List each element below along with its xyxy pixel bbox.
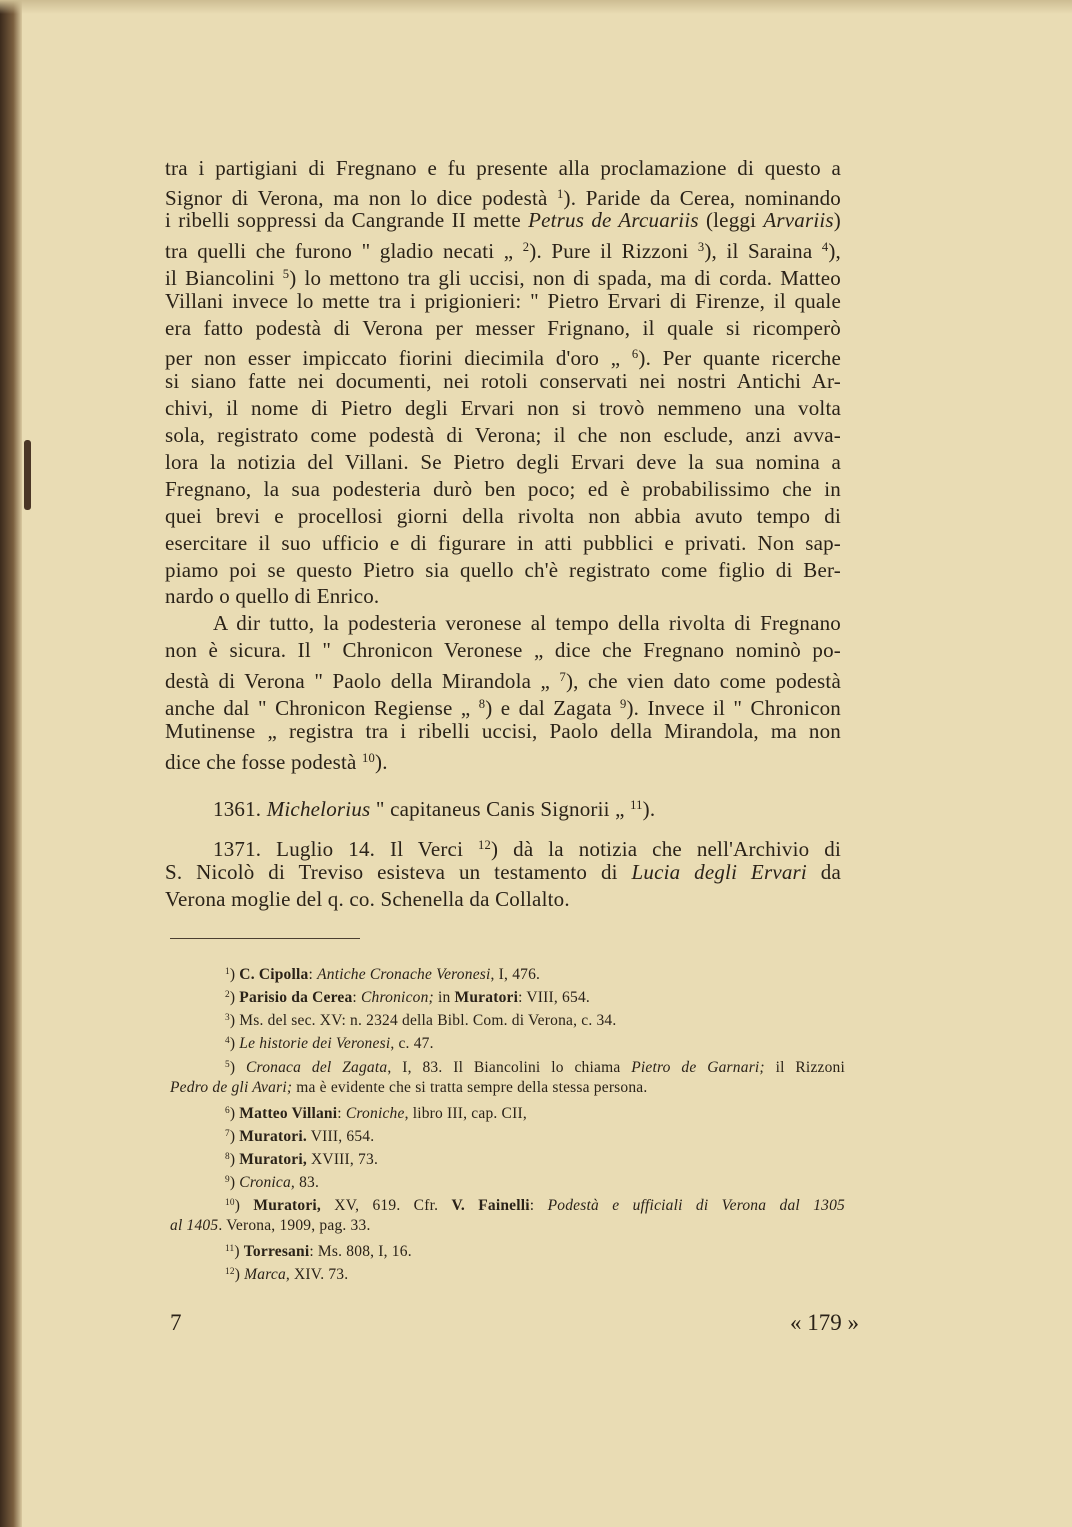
text-run: si siano fatte nei documenti, nei rotoli conservati nei nostri Antichi Ar- <box>165 369 841 393</box>
footnote-ref: 5 <box>282 267 290 281</box>
text-run: tra i partigiani di Fregnano e fu presente alla proclamazione di questo a <box>165 156 841 180</box>
text-run: Mutinense „ registra tra i ribelli uccisi, Paolo della Mirandola, ma non <box>165 719 841 743</box>
text-run: i ribelli soppressi da Cangrande II mette <box>165 208 529 232</box>
footnote-ref: 11 <box>630 798 643 812</box>
bold-run: C. Cipolla <box>239 966 309 984</box>
text-line <box>165 422 841 448</box>
text-line <box>165 368 841 394</box>
text-line <box>165 288 841 314</box>
text-run: ) <box>234 1266 245 1284</box>
text-run: ) lo mettono tra gli uccisi, non di spada, ma di corda. Matteo <box>289 265 841 290</box>
text-run: dice che fosse podestà <box>165 749 363 774</box>
italic-run: Michelorius <box>266 796 371 821</box>
bold-run: Muratori. <box>239 1128 307 1146</box>
bold-run: Parisio da Cerea <box>239 989 353 1007</box>
text-line <box>165 207 841 233</box>
footnote-ref: 12 <box>225 1267 235 1277</box>
page-number-value: 179 <box>807 1310 842 1335</box>
text-run: : Ms. 808, I, 16. <box>309 1243 412 1261</box>
ornament-right-icon: » <box>847 1310 859 1335</box>
text-run: ) <box>229 1151 240 1169</box>
footnote-line <box>225 1239 845 1262</box>
text-run: ), il Saraina <box>704 238 822 263</box>
italic-run: Antiche Cronache Veronesi <box>317 966 491 984</box>
footnote-line <box>170 1216 845 1236</box>
italic-run: Petrus de Arcuariis <box>528 208 699 232</box>
text-run: , I, 476. <box>490 966 541 984</box>
footnote-ref: 6 <box>631 347 639 361</box>
text-line <box>165 449 841 475</box>
bold-run: V. Fainelli <box>451 1197 530 1215</box>
text-run: da <box>806 860 841 884</box>
text-line <box>165 745 841 775</box>
italic-run: al 1405 <box>170 1217 219 1234</box>
footnote-ref: 5 <box>225 1060 230 1070</box>
text-line <box>165 395 841 421</box>
text-run: Villani invece lo mette tra i prigionieri: " Pietro Ervari di Firenze, il quale <box>165 289 841 313</box>
footnote-ref: 2 <box>225 990 230 1000</box>
signature-mark: 7 <box>170 1310 182 1335</box>
text-run: . Verona, 1909, pag. 33. <box>218 1217 371 1234</box>
text-run: : <box>337 1105 346 1123</box>
italic-run: Le historie dei Veronesi <box>239 1035 391 1053</box>
footnote-ref: 6 <box>225 1106 230 1116</box>
text-run: ). <box>375 749 388 774</box>
text-run: S. Nicolò di Treviso esisteva un testamento di <box>165 860 632 884</box>
ornament-left-icon: « <box>790 1310 802 1335</box>
text-run: ) Ms. del sec. XV: n. 2324 della Bibl. Com. di Verona, c. 34. <box>229 1012 617 1030</box>
italic-run: Podestà e ufficiali di Verona dal 1305 <box>547 1197 845 1215</box>
text-run: ) <box>229 1105 240 1123</box>
text-run: XIV. 73. <box>289 1266 349 1284</box>
footnote-ref: 8 <box>225 1152 230 1162</box>
footnote-separator <box>170 938 360 939</box>
footnote-ref: 1 <box>557 187 564 201</box>
italic-run: Croniche <box>345 1105 405 1123</box>
footnote-line <box>225 985 845 1008</box>
text-line <box>165 637 841 663</box>
footnote-ref: 8 <box>478 697 486 711</box>
footnote-line <box>225 1147 845 1170</box>
footnote-line <box>225 1124 845 1147</box>
text-run: ) <box>229 989 240 1007</box>
text-run: chivi, il nome di Pietro degli Ervari non si trovò nemmeno una volta <box>165 396 841 420</box>
footnote-line <box>225 962 845 985</box>
footnote-ref: 10 <box>225 1198 235 1208</box>
italic-run: Lucia degli Ervari <box>631 860 807 884</box>
text-run: ). Per quante ricerche <box>638 345 841 370</box>
footnote-line <box>170 1078 845 1098</box>
text-run: ). <box>642 796 656 821</box>
text-run: non è sicura. Il " Chronicon Veronese „ dice che Fregnano nominò po- <box>165 638 841 662</box>
footnote-ref: 9 <box>619 697 627 711</box>
bold-run: Matteo Villani <box>239 1105 338 1123</box>
text-run: ) dà la notizia che nell'Archivio di <box>491 836 841 861</box>
text-line <box>165 886 841 912</box>
text-run: il Biancolini <box>165 265 283 290</box>
page-tab-mark <box>24 440 31 510</box>
text-line <box>165 859 841 885</box>
text-line <box>165 557 841 583</box>
text-run: per non esser impiccato fiorini diecimila d'oro „ <box>165 345 632 370</box>
footnote-ref: 10 <box>362 751 376 765</box>
footnote-ref: 7 <box>225 1129 230 1139</box>
text-run: anche dal " Chronicon Regiense „ <box>165 695 479 720</box>
text-run: ) <box>229 1174 240 1192</box>
footnote-line <box>225 1055 845 1078</box>
italic-run: Pietro de Garnari; <box>631 1059 765 1077</box>
footnote-line <box>225 1101 845 1124</box>
text-run: VIII, 654. <box>306 1128 375 1146</box>
book-spine-edge <box>0 0 22 1527</box>
footnote-ref: 11 <box>225 1244 235 1254</box>
text-run: (leggi <box>698 208 764 232</box>
footnote-line <box>225 1170 845 1193</box>
text-line <box>213 832 841 862</box>
text-line <box>165 315 841 341</box>
footnote-ref: 2 <box>522 240 530 254</box>
footnote-line <box>225 1193 845 1216</box>
text-run: piamo poi se questo Pietro sia quello ch'è registrato come figlio di Ber- <box>165 558 841 582</box>
text-line <box>165 503 841 529</box>
text-run: Signor di Verona, ma non lo dice podestà <box>165 185 558 210</box>
footnote-ref: 9 <box>225 1175 230 1185</box>
footnote-line <box>225 1008 845 1031</box>
text-run: : <box>529 1197 548 1215</box>
text-line <box>165 234 841 264</box>
text-run: in <box>433 989 455 1007</box>
text-run: : <box>308 966 318 984</box>
text-run: lora la notizia del Villani. Se Pietro degli Ervari deve la sua nomina a <box>165 450 841 474</box>
text-run: ) <box>229 1035 240 1053</box>
text-line <box>165 155 841 181</box>
text-run: ), <box>828 238 841 263</box>
text-run: nardo o quello di Enrico. <box>165 584 380 608</box>
text-run: " capitaneus Canis Signorii „ <box>370 796 631 821</box>
footnote-line <box>225 1031 845 1054</box>
text-line <box>165 583 841 609</box>
text-run: ma è evidente che si tratta sempre della stessa persona. <box>292 1079 648 1096</box>
italic-run: Chronicon; <box>361 989 434 1007</box>
text-run: ) <box>229 966 240 984</box>
italic-run: Arvariis <box>763 208 834 232</box>
footnote-ref: 7 <box>559 670 566 684</box>
footnote-ref: 4 <box>821 240 829 254</box>
footnote-ref: 3 <box>225 1013 230 1023</box>
text-run: esercitare il suo ufficio e di figurare in atti pubblici e privati. Non sap- <box>165 531 841 555</box>
text-run: 1371. Luglio 14. Il Verci <box>213 836 479 861</box>
text-run: ) <box>229 1128 240 1146</box>
text-run: , c. 47. <box>390 1035 434 1053</box>
italic-run: Cronica, <box>239 1174 296 1192</box>
footnote-ref: 12 <box>478 838 492 852</box>
footnote-ref: 4 <box>225 1036 230 1046</box>
text-run: XVIII, 73. <box>306 1151 379 1169</box>
text-run: ) e dal Zagata <box>485 695 620 720</box>
footnote-line <box>225 1262 845 1285</box>
page-top-shadow <box>0 0 1072 14</box>
footnote-ref: 1 <box>225 967 230 977</box>
text-run: ) <box>833 208 841 232</box>
text-run: quei brevi e procellosi giorni della rivolta non abbia avuto tempo di <box>165 504 841 528</box>
text-run: Fregnano, la sua podesteria durò ben poco; ed è probabilissimo che in <box>165 477 841 501</box>
text-run: tra quelli che furono " gladio necati „ <box>165 238 523 263</box>
italic-run: Marca, <box>244 1266 290 1284</box>
text-run: Verona moglie del q. co. Schenella da Collalto. <box>165 887 570 911</box>
text-run: A dir tutto, la podesteria veronese al tempo della rivolta di Fregnano <box>213 611 841 635</box>
text-run: 83. <box>295 1174 320 1192</box>
text-run: , I, 83. Il Biancolini lo chiama <box>387 1059 632 1077</box>
text-line <box>165 530 841 556</box>
text-run: : VIII, 654. <box>518 989 590 1007</box>
text-run: destà di Verona " Paolo della Mirandola „ <box>165 668 560 693</box>
text-run: , libro III, cap. CII, <box>404 1105 527 1123</box>
text-run: era fatto podestà di Verona per messer Frignano, il quale si ricomperò <box>165 316 841 340</box>
text-run: ). Invece il " Chronicon <box>626 695 842 720</box>
bold-run: Muratori <box>454 989 519 1007</box>
text-line <box>213 610 841 636</box>
text-run: : <box>352 989 362 1007</box>
text-line <box>165 691 841 721</box>
text-run: il Rizzoni <box>764 1059 846 1077</box>
text-line <box>165 261 841 291</box>
italic-run: Cronaca del Zagata <box>246 1059 388 1077</box>
text-run: ). Pure il Rizzoni <box>529 238 698 263</box>
text-run: ). Paride da Cerea, nominando <box>563 185 842 210</box>
text-run: 1361. <box>213 796 267 821</box>
text-line <box>213 792 841 822</box>
bold-run: Muratori, <box>239 1151 307 1169</box>
text-run: ) <box>234 1197 254 1215</box>
text-line <box>165 664 841 694</box>
italic-run: Pedro de gli Avari; <box>170 1079 293 1096</box>
bold-run: Torresani <box>243 1243 310 1261</box>
bold-run: Muratori, <box>253 1197 322 1215</box>
text-line <box>165 718 841 744</box>
text-run: sola, registrato come podestà di Verona; il che non esclude, anzi avva- <box>165 423 841 447</box>
text-run: ), che vien dato come podestà <box>565 668 841 693</box>
page-number <box>790 1310 859 1336</box>
text-run: ) <box>229 1059 247 1077</box>
text-run: ) <box>234 1243 244 1261</box>
text-line <box>165 341 841 371</box>
text-run: XV, 619. Cfr. <box>321 1197 452 1215</box>
text-line <box>165 476 841 502</box>
footnote-ref: 3 <box>697 240 705 254</box>
